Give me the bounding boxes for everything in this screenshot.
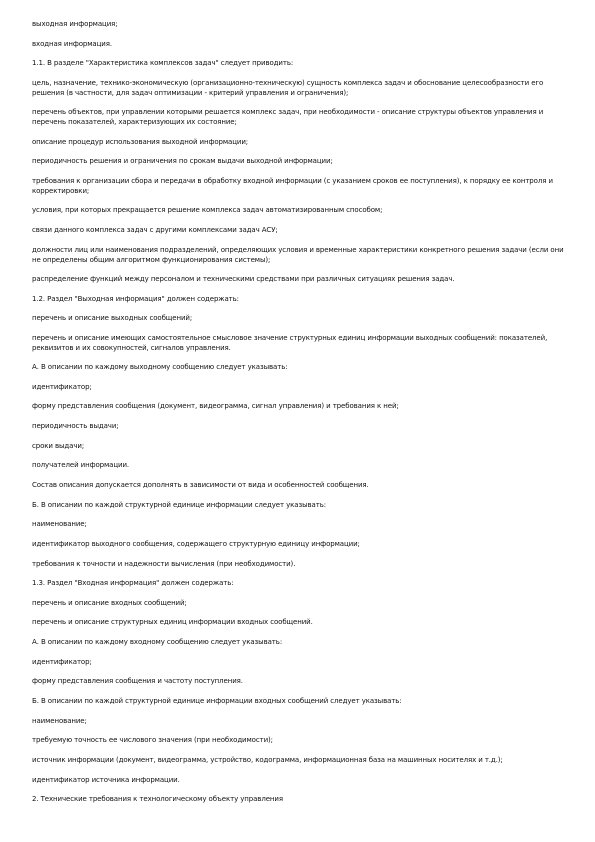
paragraph: перечень и описание входных сообщений; [32,599,187,607]
paragraph: А. В описании по каждому выходному сообщению следует указывать: [32,363,288,371]
section-heading: 1.2. Раздел "Выходная информация" должен содержать: [32,295,239,303]
paragraph: условия, при которых прекращается решение комплекса задач автоматизированным способом; [32,206,383,214]
paragraph: идентификатор; [32,383,92,391]
paragraph: входная информация. [32,40,112,48]
paragraph: требования к организации сбора и передачи в обработку входной информации (с указанием сроков ее поступления), к порядку ее контроля и корректировки; [32,177,553,195]
paragraph: Б. В описании по каждой структурной единице информации следует указывать: [32,501,326,509]
paragraph: цель, назначение, технико-экономическую (организационно-техническую) сущность комплекса задач и обоснование целесообразности его решения (в частности, для задач оптимизации - критерий управления и ограничения); [32,79,544,97]
paragraph: периодичность выдачи; [32,422,119,430]
section-heading: 2. Технические требования к технологическому объекту управления [32,795,283,803]
paragraph: идентификатор; [32,658,92,666]
paragraph: описание процедур использования выходной информации; [32,138,249,146]
paragraph: идентификатор источника информации. [32,776,180,784]
paragraph: распределение функций между персоналом и техническими средствами при различных ситуациях решения задач. [32,275,455,283]
paragraph: А. В описании по каждому входному сообщению следует указывать: [32,638,283,646]
paragraph: перечень и описание выходных сообщений; [32,314,193,322]
paragraph: должности лиц или наименования подразделений, определяющих условия и временные характеристики конкретного решения задачи (если они не определены общим алгоритмом функционирования системы); [32,246,564,264]
paragraph: перечень и описание структурных единиц информации входных сообщений. [32,618,313,626]
paragraph: идентификатор выходного сообщения, содержащего структурную единицу информации; [32,540,360,548]
section-heading: 1.1. В разделе "Характеристика комплексов задач" следует приводить: [32,59,294,67]
paragraph: форму представления сообщения (документ, видеограмма, сигнал управления) и требования к ней; [32,402,399,410]
paragraph: Б. В описании по каждой структурной единице информации входных сообщений следует указывать: [32,697,402,705]
paragraph: получателей информации. [32,461,130,469]
paragraph: форму представления сообщения и частоту поступления. [32,677,243,685]
paragraph: наименование; [32,717,87,725]
paragraph: связи данного комплекса задач с другими комплексами задач АСУ; [32,226,278,234]
paragraph: требования к точности и надежности вычисления (при необходимости). [32,560,296,568]
section-heading: 1.3. Раздел "Входная информация" должен содержать: [32,579,234,587]
paragraph: сроки выдачи; [32,442,85,450]
paragraph: периодичность решения и ограничения по срокам выдачи выходной информации; [32,157,333,165]
paragraph: Состав описания допускается дополнять в зависимости от вида и особенностей сообщения. [32,481,369,489]
paragraph: перечень и описание имеющих самостоятельное смысловое значение структурных единиц информации выходных сообщений: показателей, реквизитов и их совокупностей, сигналов управления. [32,334,548,352]
paragraph: наименование; [32,520,87,528]
paragraph: перечень объектов, при управлении которыми решается комплекс задач, при необходимости - описание структуры объектов управления и перечень показателей, характеризующих их состояние; [32,108,544,126]
paragraph: источник информации (документ, видеограмма, устройство, кодограмма, информационная база на машинных носителях и т.д.); [32,756,503,764]
paragraph: требуемую точность ее числового значения (при необходимости); [32,736,273,744]
paragraph: выходная информация; [32,20,118,28]
